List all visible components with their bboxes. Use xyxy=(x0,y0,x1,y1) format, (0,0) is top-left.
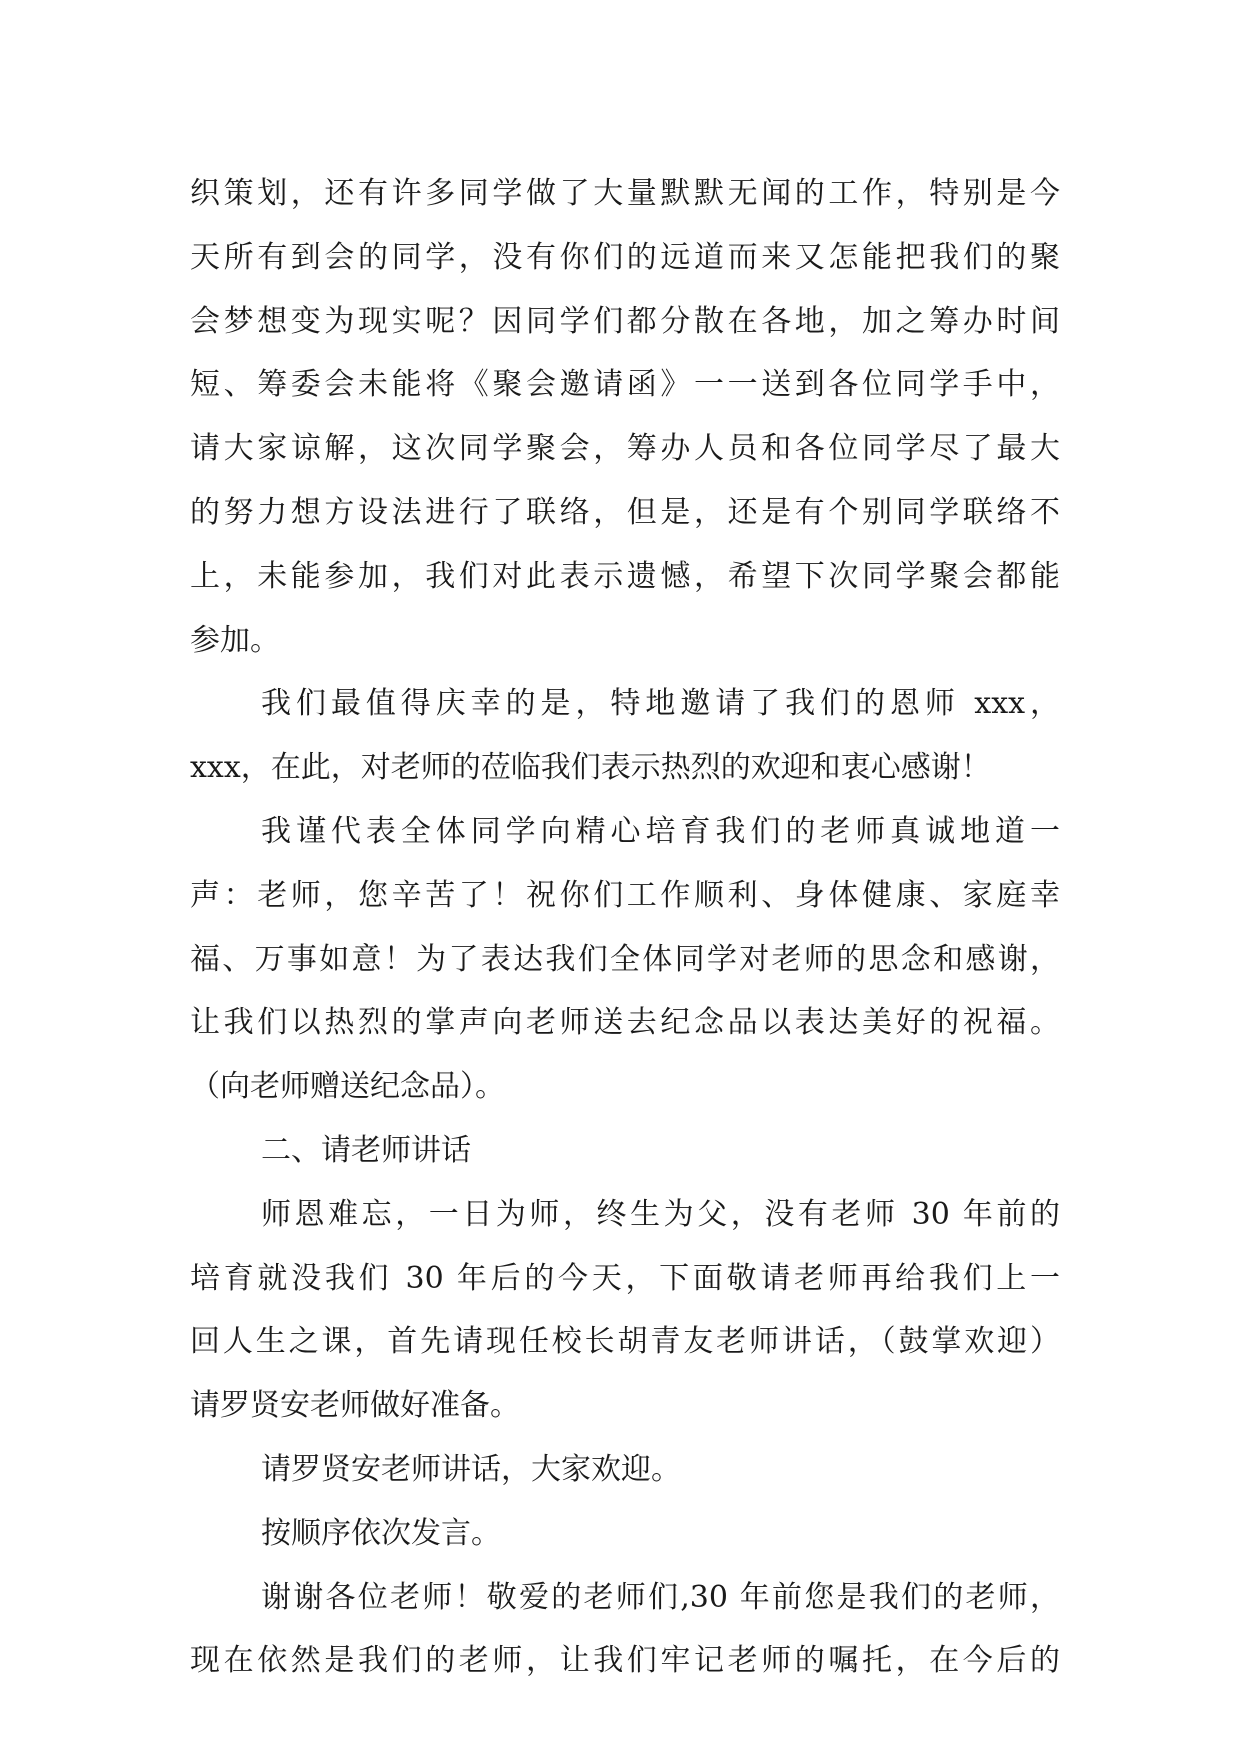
text-line: xxx，在此，对老师的莅临我们表示热烈的欢迎和衷心感谢！ xyxy=(190,750,991,786)
text-line: 谢谢各位老师！敬爱的老师们,30 年前您是我们的老师， xyxy=(261,1579,1060,1615)
text-line: 的努力想方设法进行了联络，但是，还是有个别同学联络不 xyxy=(190,494,1060,530)
text-line: 声：老师，您辛苦了！祝你们工作顺利、身体健康、家庭幸 xyxy=(190,877,1060,913)
text-line: 回人生之课，首先请现任校长胡青友老师讲话，（鼓掌欢迎） xyxy=(190,1324,1060,1360)
text-line: 会梦想变为现实呢？因同学们都分散在各地，加之筹办时间 xyxy=(190,303,1060,339)
text-line: 二、请老师讲话 xyxy=(261,1132,471,1168)
document-body xyxy=(190,162,1060,1693)
text-line: 按顺序依次发言。 xyxy=(261,1515,501,1551)
text-line: 福、万事如意！为了表达我们全体同学对老师的思念和感谢， xyxy=(190,941,1060,977)
text-line: 参加。 xyxy=(190,622,280,658)
text-line: 请罗贤安老师做好准备。 xyxy=(190,1388,520,1424)
text-line: 我谨代表全体同学向精心培育我们的老师真诚地道一 xyxy=(261,813,1060,849)
text-line: 培育就没我们 30 年后的今天，下面敬请老师再给我们上一 xyxy=(190,1260,1060,1296)
text-line: 上，未能参加，我们对此表示遗憾，希望下次同学聚会都能 xyxy=(190,558,1060,594)
text-line: 请罗贤安老师讲话，大家欢迎。 xyxy=(261,1451,681,1487)
text-line: 天所有到会的同学，没有你们的远道而来又怎能把我们的聚 xyxy=(190,239,1060,275)
text-line: 师恩难忘，一日为师，终生为父，没有老师 30 年前的 xyxy=(261,1196,1060,1232)
text-line: 让我们以热烈的掌声向老师送去纪念品以表达美好的祝福。 xyxy=(190,1005,1060,1041)
text-line: 请大家谅解，这次同学聚会，筹办人员和各位同学尽了最大 xyxy=(190,431,1060,467)
text-line: 现在依然是我们的老师，让我们牢记老师的嘱托，在今后的 xyxy=(190,1643,1060,1679)
text-line: 短、筹委会未能将《聚会邀请函》一一送到各位同学手中， xyxy=(190,367,1060,403)
text-line: 我们最值得庆幸的是，特地邀请了我们的恩师 xxx， xyxy=(261,686,1060,722)
text-line: （向老师赠送纪念品）。 xyxy=(190,1069,505,1105)
text-line: 织策划，还有许多同学做了大量默默无闻的工作，特别是今 xyxy=(190,176,1060,211)
